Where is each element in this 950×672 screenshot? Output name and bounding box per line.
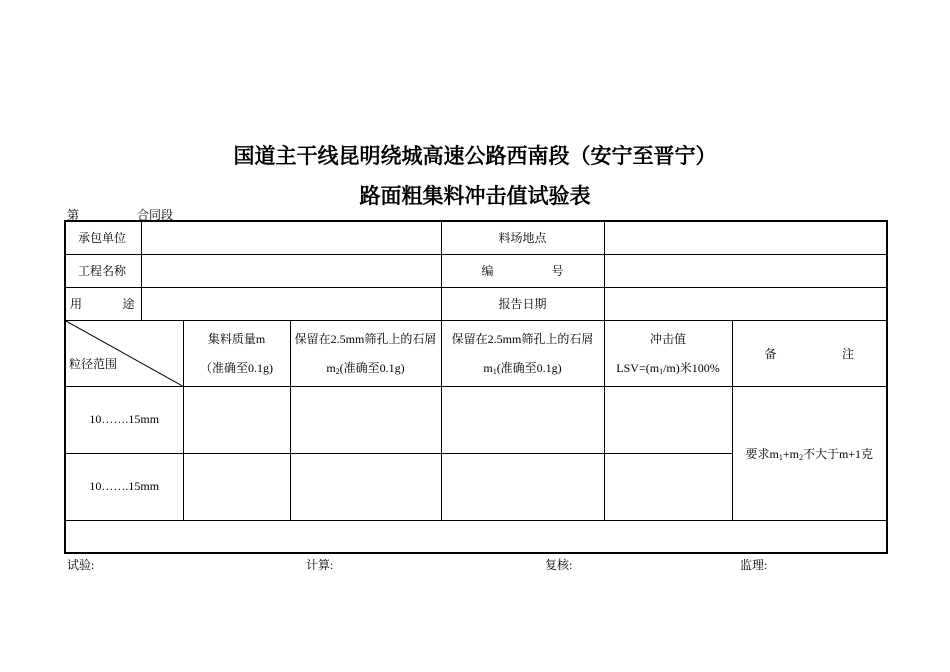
number-label-b: 号 xyxy=(551,264,564,278)
site-value[interactable] xyxy=(604,221,887,254)
report-date-value[interactable] xyxy=(604,287,887,320)
row1-impact[interactable] xyxy=(604,386,732,453)
row2-mass[interactable] xyxy=(183,453,290,520)
row1-mass[interactable] xyxy=(183,386,290,453)
remark-header xyxy=(732,320,887,386)
remark-note: 要求$m_1+m_2$不大于m+1克 xyxy=(732,386,887,520)
row1-range: 10…….15mm xyxy=(65,386,183,453)
retained-m2-line1: 保留在2.5mm筛孔上的石屑 xyxy=(294,332,437,346)
title-line-1: 国道主干线昆明绕城高速公路西南段（安宁至晋宁） xyxy=(233,144,717,168)
report-date-label: 报告日期 xyxy=(441,287,604,320)
range-header xyxy=(65,320,183,386)
contractor-value[interactable] xyxy=(141,221,441,254)
test-form-table xyxy=(64,220,888,554)
mass-header-line1: 集料质量m xyxy=(207,332,266,346)
impact-header-line2: $LSV=(m_1/m)$米100% xyxy=(616,361,720,376)
footer-calc: 计算: xyxy=(306,558,334,572)
mass-header xyxy=(183,320,290,386)
row2-m2[interactable] xyxy=(290,453,441,520)
row2-impact[interactable] xyxy=(604,453,732,520)
row2-m1[interactable] xyxy=(441,453,604,520)
table-row xyxy=(65,386,887,453)
footer-test: 试验: xyxy=(67,558,95,572)
project-value[interactable] xyxy=(141,254,441,287)
remark-header-a: 备 xyxy=(764,346,777,361)
usage-label-b: 途 xyxy=(122,297,135,311)
section-suffix: 合同段 xyxy=(137,208,174,222)
impact-header xyxy=(604,320,732,386)
usage-label xyxy=(65,287,141,320)
retained-m1-line2: $m_1$(准确至0.1g) xyxy=(483,361,562,376)
retained-m1-line1: 保留在2.5mm筛孔上的石屑 xyxy=(451,332,594,346)
footer-supervise: 监理: xyxy=(740,558,768,572)
row1-m2[interactable] xyxy=(290,386,441,453)
retained-m2-line2: $m_2$(准确至0.1g) xyxy=(326,361,405,376)
project-label: 工程名称 xyxy=(65,254,141,287)
retained-m2-header xyxy=(290,320,441,386)
usage-label-a: 用 xyxy=(70,297,83,311)
blank-row[interactable] xyxy=(65,520,887,553)
section-prefix: 第 xyxy=(67,208,80,222)
usage-value[interactable] xyxy=(141,287,441,320)
number-label-a: 编 xyxy=(481,264,494,278)
impact-header-line1: 冲击值 xyxy=(650,332,687,346)
row2-range: 10…….15mm xyxy=(65,453,183,520)
diagonal-line xyxy=(66,321,183,386)
range-header-label: 粒径范围 xyxy=(69,356,118,371)
title-line-2: 路面粗集料冲击值试验表 xyxy=(359,184,591,208)
site-label: 料场地点 xyxy=(441,221,604,254)
mass-header-line2: （准确至0.1g) xyxy=(200,361,273,375)
footer-review: 复核: xyxy=(545,558,573,572)
contractor-label: 承包单位 xyxy=(65,221,141,254)
number-label xyxy=(441,254,604,287)
row1-m1[interactable] xyxy=(441,386,604,453)
number-value[interactable] xyxy=(604,254,887,287)
remark-header-b: 注 xyxy=(842,346,855,361)
retained-m1-header xyxy=(441,320,604,386)
